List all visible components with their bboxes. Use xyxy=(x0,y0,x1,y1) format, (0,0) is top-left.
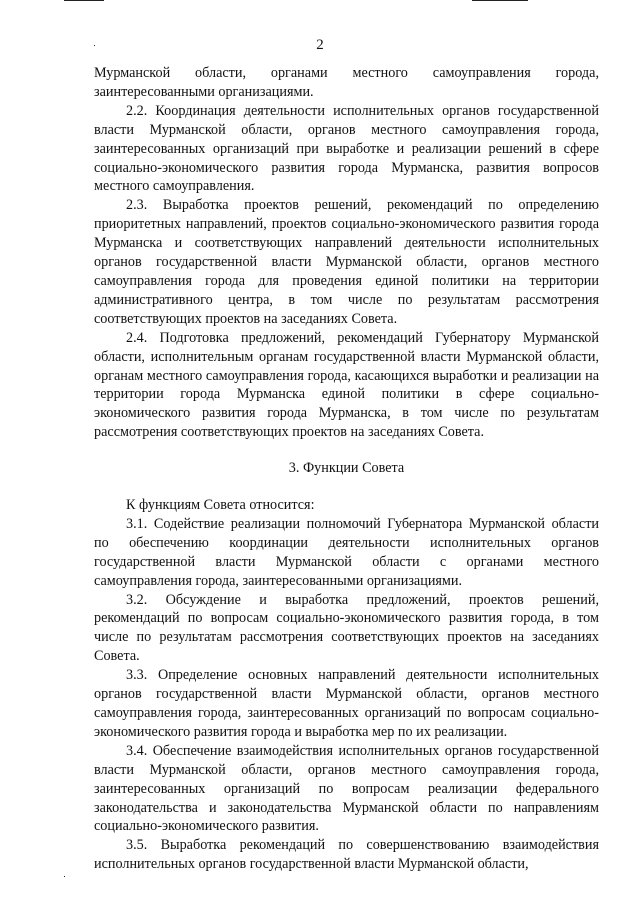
document-body xyxy=(94,64,599,874)
paragraph-3-1: 3.1. Содействие реализации полномочий Губернатора Мурманской области по обеспечению координации деятельности исполнительных органов государственной власти Мурманской области с органами местного самоуправления города, заинтересованными организациями. xyxy=(94,515,599,589)
scan-mark-top-right xyxy=(472,0,528,1)
paragraph-2-3: 2.3. Выработка проектов решений, рекомендаций по определению приоритетных направлений, проектов социально-экономического развития города Мурманска и соответствующих направлений деятельности исполнительных органов государственной власти Мурманской области, органов местного самоуправления города для проведения единой политики на территории административного центра, в том числе по результатам рассмотрения соответствующих проектов на заседаниях Совета. xyxy=(94,197,599,327)
scan-dot-bottom xyxy=(64,876,65,877)
page-number: 2 xyxy=(316,37,324,53)
paragraph-2-4: 2.4. Подготовка предложений, рекомендаций Губернатору Мурманской области, исполнительным органам государственной власти Мурманской области, органам местного самоуправления города, касающихся выработки и реализации на территории города Мурманска единой политики в сфере социально-экономического развития города Мурманска, в том числе по результатам рассмотрения соответствующих проектов на заседаниях Совета. xyxy=(94,329,599,441)
paragraph-functions-intro: К функциям Совета относится: xyxy=(126,497,315,514)
scan-mark-top-left xyxy=(64,0,104,1)
section-heading: 3. Функции Совета xyxy=(288,460,405,477)
paragraph-2-2: 2.2. Координация деятельности исполнительных органов государственной власти Мурманской области, органов местного самоуправления города, заинтересованных организаций при выработке и реализации решений в сфере социально-экономического развития города Мурманска, развития вопросов местного самоуправления. xyxy=(94,102,599,195)
paragraph-3-5: 3.5. Выработка рекомендаций по совершенствованию взаимодействия исполнительных органов государственной власти Мурманской области, xyxy=(94,837,599,873)
paragraph-3-3: 3.3. Определение основных направлений деятельности исполнительных органов государственной власти Мурманской области, органов местного самоуправления города, заинтересованных организаций по вопросам социально-экономического развития города и выработка мер по их реализации. xyxy=(94,667,599,740)
paragraph-continued: Мурманской области, органами местного самоуправления города, заинтересованными организациями. xyxy=(94,65,599,100)
paragraph-3-4: 3.4. Обеспечение взаимодействия исполнительных органов государственной власти Мурманской области, органов местного самоуправления города, заинтересованных организаций по вопросам реализации федерального законодательства и законодательства Мурманской области по направлениям социально-экономического развития. xyxy=(94,742,599,835)
paragraph-3-2: 3.2. Обсуждение и выработка предложений, проектов решений, рекомендаций по вопросам социально-экономического развития города, в том числе по результатам рассмотрения соответствующих проектов на заседаниях Совета. xyxy=(94,591,599,665)
